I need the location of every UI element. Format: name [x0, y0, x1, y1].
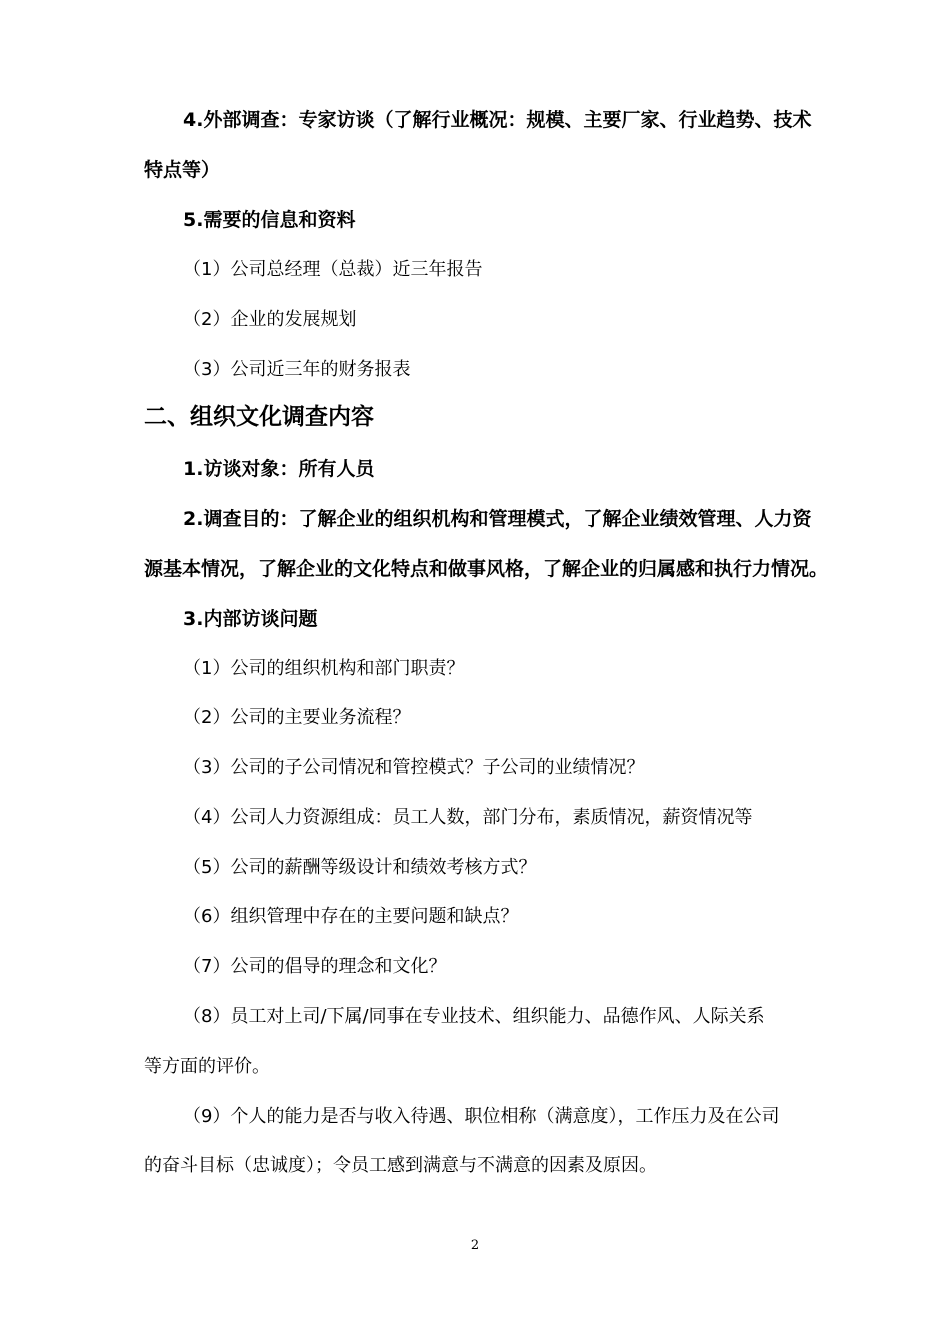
- list-item: （2）企业的发展规划: [183, 309, 357, 330]
- item-3-interview-questions: 3.内部访谈问题: [183, 608, 318, 630]
- page-number: 2: [470, 1238, 480, 1253]
- list-item: （8）员工对上司/下属/同事在专业技术、组织能力、品德作风、人际关系: [183, 1006, 765, 1027]
- list-item: （1）公司总经理（总裁）近三年报告: [183, 259, 483, 280]
- list-item: （4）公司人力资源组成：员工人数，部门分布，素质情况，薪资情况等: [183, 807, 753, 828]
- list-item: （7）公司的倡导的理念和文化？: [183, 956, 447, 977]
- item-4-external-survey-line-2: 特点等）: [144, 159, 221, 181]
- section-heading: 二、组织文化调查内容: [144, 404, 374, 430]
- item-4-external-survey-line-1: 4.外部调查：专家访谈（了解行业概况：规模、主要厂家、行业趋势、技术: [183, 109, 812, 131]
- list-item-continuation: 等方面的评价。: [144, 1056, 270, 1077]
- list-item: （2）公司的主要业务流程？: [183, 707, 411, 728]
- list-item: （6）组织管理中存在的主要问题和缺点？: [183, 906, 519, 927]
- list-item: （3）公司的子公司情况和管控模式？子公司的业绩情况？: [183, 757, 645, 778]
- item-2-purpose-line-1: 2.调查目的：了解企业的组织机构和管理模式，了解企业绩效管理、人力资: [183, 508, 812, 530]
- item-2-purpose-line-2: 源基本情况，了解企业的文化特点和做事风格，了解企业的归属感和执行力情况。: [144, 558, 829, 580]
- list-item: （9）个人的能力是否与收入待遇、职位相称（满意度），工作压力及在公司: [183, 1106, 780, 1127]
- list-item: （3）公司近三年的财务报表: [183, 359, 411, 380]
- item-5-required-info: 5.需要的信息和资料: [183, 209, 356, 231]
- list-item-continuation: 的奋斗目标（忠诚度）；令员工感到满意与不满意的因素及原因。: [144, 1155, 657, 1176]
- item-1-interviewees: 1.访谈对象：所有人员: [183, 458, 375, 480]
- list-item: （5）公司的薪酬等级设计和绩效考核方式？: [183, 857, 537, 878]
- list-item: （1）公司的组织机构和部门职责？: [183, 658, 465, 679]
